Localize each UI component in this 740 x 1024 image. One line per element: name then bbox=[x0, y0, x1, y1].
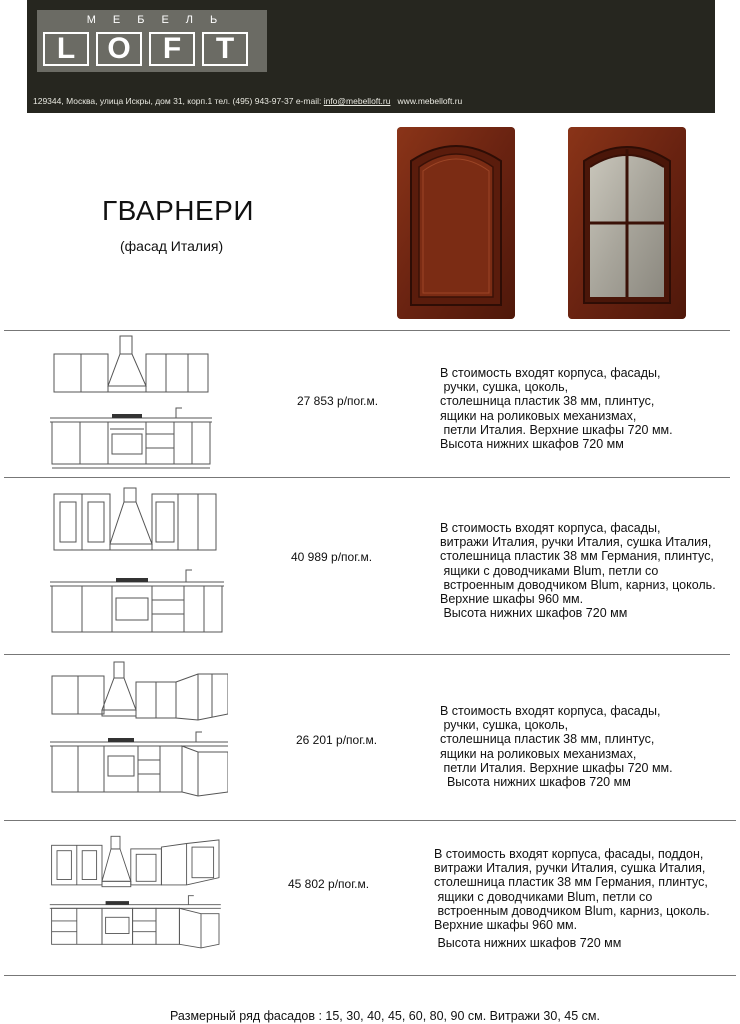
description-line: витражи Италия, ручки Италия, сушка Италия, bbox=[434, 861, 706, 876]
header-banner bbox=[27, 0, 715, 113]
description-line: Высота нижних шкафов 720 мм bbox=[440, 606, 628, 621]
description-line: В стоимость входят корпуса, фасады, bbox=[440, 704, 661, 718]
logo-letter: F bbox=[149, 32, 195, 66]
price-per-meter: 26 201 р/пог.м. bbox=[296, 733, 378, 747]
included-items-description bbox=[434, 847, 710, 950]
description-line: столешница пластик 38 мм, плинтус, bbox=[440, 394, 655, 409]
product-title: ГВАРНЕРИ bbox=[102, 195, 254, 226]
description-line: встроенным доводчиком Blum, карниз, цоколь. bbox=[440, 577, 716, 592]
description-line: встроенным доводчиком Blum, карниз, цоколь. bbox=[434, 903, 710, 918]
description-line: Высота нижних шкафов 720 мм bbox=[440, 437, 624, 452]
brand-logo[interactable] bbox=[37, 10, 267, 72]
description-line: В стоимость входят корпуса, фасады, поддон, bbox=[434, 847, 704, 861]
description-line: петли Италия. Верхние шкафы 720 мм. bbox=[440, 760, 673, 775]
solid-door-facade bbox=[397, 127, 515, 319]
description-line: столешница пластик 38 мм Германия, плинтус, bbox=[440, 549, 714, 564]
description-line: столешница пластик 38 мм, плинтус, bbox=[440, 732, 655, 747]
description-line: В стоимость входят корпуса, фасады, bbox=[440, 366, 661, 380]
section-divider bbox=[4, 477, 730, 478]
price-per-meter: 45 802 р/пог.м. bbox=[288, 877, 370, 891]
kitchen-sketch-4 bbox=[48, 828, 228, 958]
description-line: Верхние шкафы 960 мм. bbox=[434, 918, 578, 933]
product-subtitle: (фасад Италия) bbox=[120, 238, 224, 254]
included-items-description bbox=[440, 521, 716, 620]
logo-brand-small: МЕБЕЛЬ bbox=[86, 14, 235, 26]
description-line: ящики с доводчиками Blum, петли со bbox=[434, 889, 653, 904]
included-items-description bbox=[440, 366, 673, 451]
section-divider bbox=[4, 975, 736, 976]
website-link[interactable]: www.mebelloft.ru bbox=[397, 96, 463, 106]
address-text: 129344, Москва, улица Искры, дом 31, корп.1 тел. (495) 943-97-37 e-mail: bbox=[33, 96, 324, 106]
contact-address bbox=[33, 96, 462, 106]
price-per-meter: 40 989 р/пог.м. bbox=[291, 550, 373, 564]
description-line: ящики с доводчиками Blum, петли со bbox=[440, 563, 659, 578]
logo-letter: L bbox=[43, 32, 89, 66]
description-line: петли Италия. Верхние шкафы 720 мм. bbox=[440, 422, 673, 437]
description-line: ящики на роликовых механизмах, bbox=[440, 408, 637, 423]
description-line: Высота нижних шкафов 720 мм bbox=[440, 775, 631, 790]
included-items-description bbox=[440, 704, 673, 789]
section-divider bbox=[4, 820, 736, 821]
kitchen-sketch-1 bbox=[48, 334, 228, 470]
description-line: В стоимость входят корпуса, фасады, bbox=[440, 521, 661, 535]
logo-letter: T bbox=[202, 32, 248, 66]
facade-size-range: Размерный ряд фасадов : 15, 30, 40, 45, 60, 80, 90 см. Витражи 30, 45 см. bbox=[170, 1009, 600, 1023]
description-line: витражи Италия, ручки Италия, сушка Италия, bbox=[440, 535, 712, 550]
glass-door-facade bbox=[568, 127, 686, 319]
section-divider bbox=[4, 654, 730, 655]
logo-letter: O bbox=[96, 32, 142, 66]
description-line: Верхние шкафы 960 мм. bbox=[440, 592, 584, 607]
section-divider bbox=[4, 330, 730, 331]
description-line: Высота нижних шкафов 720 мм bbox=[434, 936, 622, 951]
kitchen-sketch-2 bbox=[48, 486, 228, 638]
description-line: ручки, сушка, цоколь, bbox=[440, 718, 569, 733]
description-line: ручки, сушка, цоколь, bbox=[440, 380, 569, 395]
logo-letters bbox=[43, 32, 248, 66]
email-link[interactable]: info@mebelloft.ru bbox=[323, 96, 391, 106]
price-per-meter: 27 853 р/пог.м. bbox=[297, 394, 379, 408]
kitchen-sketch-3 bbox=[48, 660, 228, 800]
description-line: ящики на роликовых механизмах, bbox=[440, 746, 637, 761]
description-line: столешница пластик 38 мм Германия, плинтус, bbox=[434, 875, 708, 890]
